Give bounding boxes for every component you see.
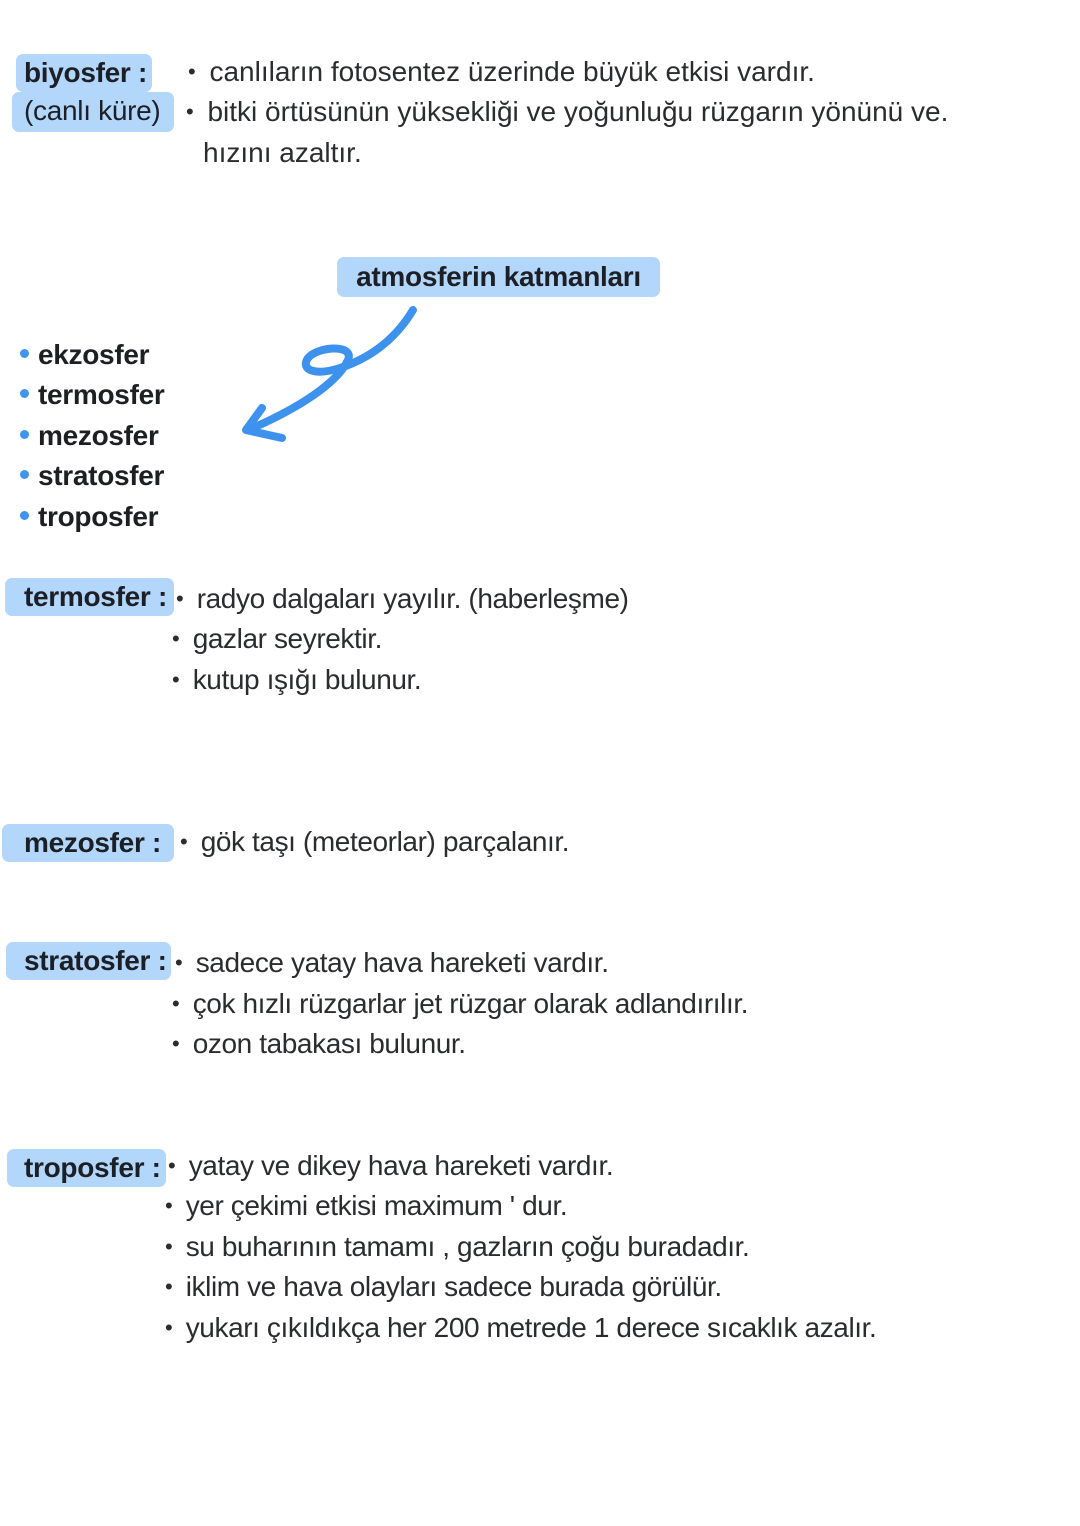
layer-name: ekzosfer [38, 339, 150, 370]
point-text: ozon tabakası bulunur. [192, 1028, 466, 1059]
point-text: yatay ve dikey hava hareketi vardır. [188, 1150, 614, 1181]
point-text: gök taşı (meteorlar) parçalanır. [200, 826, 570, 857]
layer-name: mezosfer [38, 420, 159, 451]
mezosfer-label [2, 824, 174, 862]
point-text: bitki örtüsünün yüksekliği ve yoğunluğu rüzgarın yönünü ve. [207, 96, 949, 127]
bullet-dot-icon [20, 349, 29, 358]
layer-item [20, 457, 164, 495]
bullet-dot-icon [20, 511, 29, 520]
biyosfer-point-2 [186, 93, 948, 133]
termosfer-label-text: termosfer : [24, 581, 167, 612]
point-text: hızını azaltır. [203, 137, 362, 168]
curly-arrow-icon [230, 300, 430, 450]
stratosfer-point-2 [172, 985, 748, 1025]
point-text: yer çekimi etkisi maximum ' dur. [185, 1190, 568, 1221]
atmosphere-layers-title [337, 257, 660, 297]
layer-item [20, 376, 164, 414]
biyosfer-point-2-continuation [203, 134, 362, 172]
termosfer-point-2 [172, 620, 382, 660]
biyosfer-label-text: biyosfer : [24, 57, 148, 88]
stratosfer-point-1 [175, 944, 609, 984]
layer-item [20, 498, 158, 536]
mezosfer-label-text: mezosfer : [24, 827, 162, 858]
atmosphere-title-text: atmosferin katmanları [356, 261, 641, 292]
bullet-dot-icon [20, 430, 29, 439]
point-text: iklim ve hava olayları sadece burada görülür. [185, 1271, 722, 1302]
layer-item [20, 336, 149, 374]
point-text: kutup ışığı bulunur. [192, 664, 422, 695]
troposfer-point-4 [165, 1268, 722, 1308]
termosfer-point-1 [176, 580, 629, 620]
point-text: radyo dalgaları yayılır. (haberleşme) [196, 583, 629, 614]
layer-name: stratosfer [38, 460, 165, 491]
termosfer-label [5, 578, 174, 616]
layer-item [20, 417, 159, 455]
stratosfer-label [6, 942, 171, 980]
point-text: yukarı çıkıldıkça her 200 metrede 1 derece sıcaklık azalır. [185, 1312, 877, 1343]
layer-name: termosfer [38, 379, 165, 410]
troposfer-label [7, 1149, 166, 1187]
canli-kure-label-text: (canlı küre) [24, 95, 161, 126]
point-text: su buharının tamamı , gazların çoğu buradadır. [185, 1231, 750, 1262]
termosfer-point-3 [172, 661, 421, 701]
bullet-dot-icon [20, 470, 29, 479]
stratosfer-label-text: stratosfer : [24, 945, 167, 976]
point-text: sadece yatay hava hareketi vardır. [195, 947, 609, 978]
mezosfer-point-1 [180, 823, 569, 863]
point-text: canlıların fotosentez üzerinde büyük etkisi vardır. [209, 56, 815, 87]
canli-kure-label [12, 92, 174, 132]
biyosfer-point-1 [188, 53, 815, 93]
troposfer-label-text: troposfer : [24, 1152, 161, 1183]
point-text: gazlar seyrektir. [192, 623, 382, 654]
troposfer-point-5 [165, 1309, 876, 1349]
bullet-dot-icon [20, 389, 29, 398]
biyosfer-label [16, 54, 152, 92]
troposfer-point-2 [165, 1187, 567, 1227]
troposfer-point-1 [168, 1147, 613, 1187]
layer-name: troposfer [38, 501, 159, 532]
point-text: çok hızlı rüzgarlar jet rüzgar olarak adlandırılır. [192, 988, 749, 1019]
troposfer-point-3 [165, 1228, 749, 1268]
stratosfer-point-3 [172, 1025, 466, 1065]
